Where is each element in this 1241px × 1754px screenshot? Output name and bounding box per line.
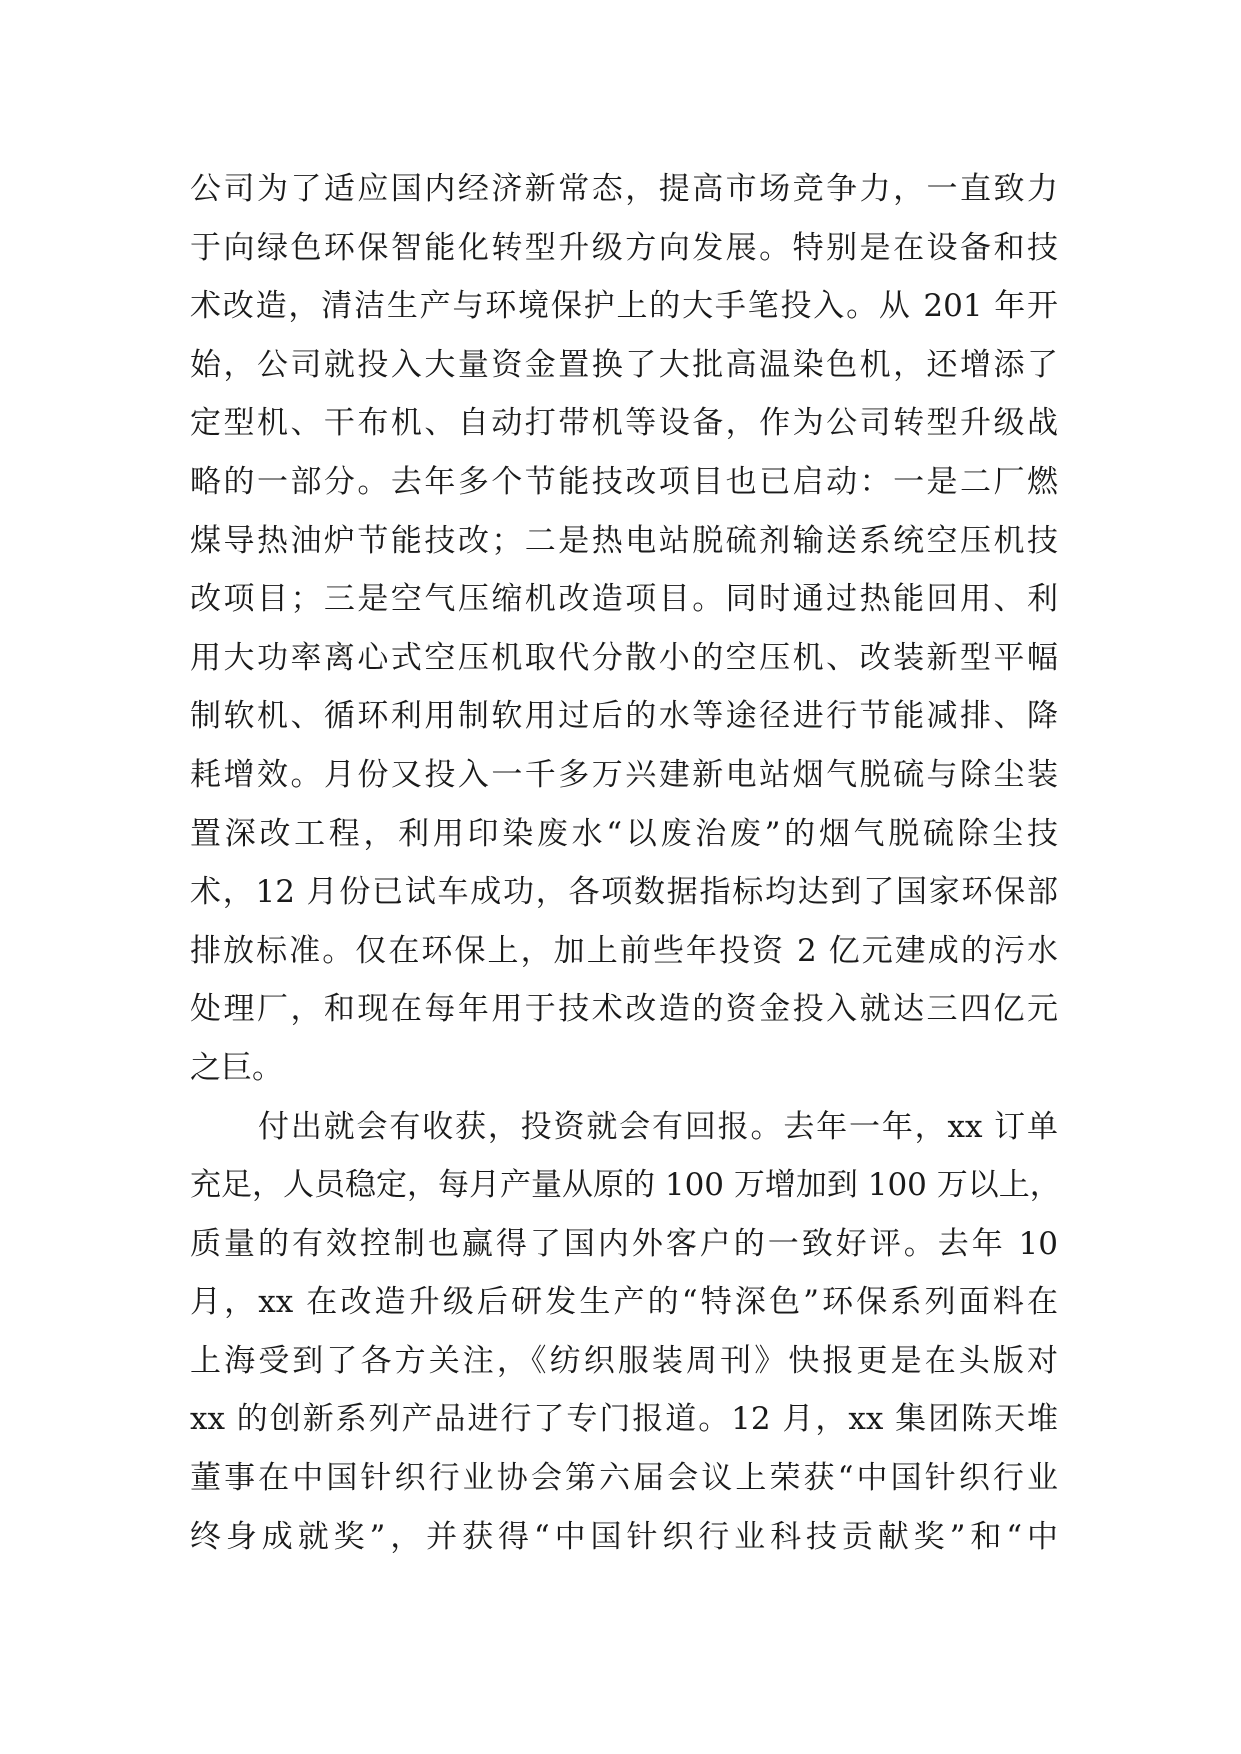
text-line: 略的一部分。去年多个节能技改项目也已启动：一是二厂燃 [190, 463, 1058, 500]
paragraph-2 [190, 1098, 1061, 1567]
text-line: 耗增效。月份又投入一千多万兴建新电站烟气脱硫与除尘装 [190, 756, 1058, 793]
text-line: 质量的有效控制也赢得了国内外客户的一致好评。去年 10 [190, 1225, 1058, 1262]
text-line: 术，12 月份已试车成功，各项数据指标均达到了国家环保部 [190, 874, 1058, 911]
text-line: 排放标准。仅在环保上，加上前些年投资 2 亿元建成的污水 [190, 932, 1058, 969]
text-line: 定型机、干布机、自动打带机等设备，作为公司转型升级战 [190, 405, 1058, 442]
text-line: 付出就会有收获，投资就会有回报。去年一年，xx 订单 [258, 1108, 1058, 1145]
text-line: 用大功率离心式空压机取代分散小的空压机、改装新型平幅 [190, 639, 1058, 676]
text-line: 始，公司就投入大量资金置换了大批高温染色机，还增添了 [190, 346, 1058, 383]
text-line: xx 的创新系列产品进行了专门报道。12 月，xx 集团陈天堆 [190, 1401, 1058, 1438]
text-line: 于向绿色环保智能化转型升级方向发展。特别是在设备和技 [190, 229, 1058, 266]
text-line: 制软机、循环利用制软用过后的水等途径进行节能减排、降 [190, 698, 1058, 735]
text-line: 上海受到了各方关注，《纺织服装周刊》快报更是在头版对 [190, 1342, 1058, 1379]
text-line: 充足，人员稳定，每月产量从原的 100 万增加到 100 万以上， [190, 1167, 1061, 1204]
text-line: 煤导热油炉节能技改；二是热电站脱硫剂输送系统空压机技 [190, 522, 1058, 559]
text-line: 之巨。 [190, 1049, 283, 1086]
text-line: 置深改工程，利用印染废水“以废治废”的烟气脱硫除尘技 [190, 815, 1058, 852]
text-line: 终身成就奖”，并获得“中国针织行业科技贡献奖”和“中 [190, 1518, 1058, 1555]
document-body [190, 160, 1061, 1566]
text-line: 术改造，清洁生产与环境保护上的大手笔投入。从 201 年开 [190, 288, 1058, 325]
text-line: 公司为了适应国内经济新常态，提高市场竞争力，一直致力 [190, 171, 1058, 207]
text-line: 董事在中国针织行业协会第六届会议上荣获“中国针织行业 [190, 1460, 1058, 1497]
text-line: 处理厂，和现在每年用于技术改造的资金投入就达三四亿元 [190, 991, 1058, 1028]
text-line: 改项目；三是空气压缩机改造项目。同时通过热能回用、利 [190, 581, 1058, 618]
paragraph-1 [190, 160, 1058, 1098]
text-line: 月，xx 在改造升级后研发生产的“特深色”环保系列面料在 [190, 1284, 1058, 1321]
